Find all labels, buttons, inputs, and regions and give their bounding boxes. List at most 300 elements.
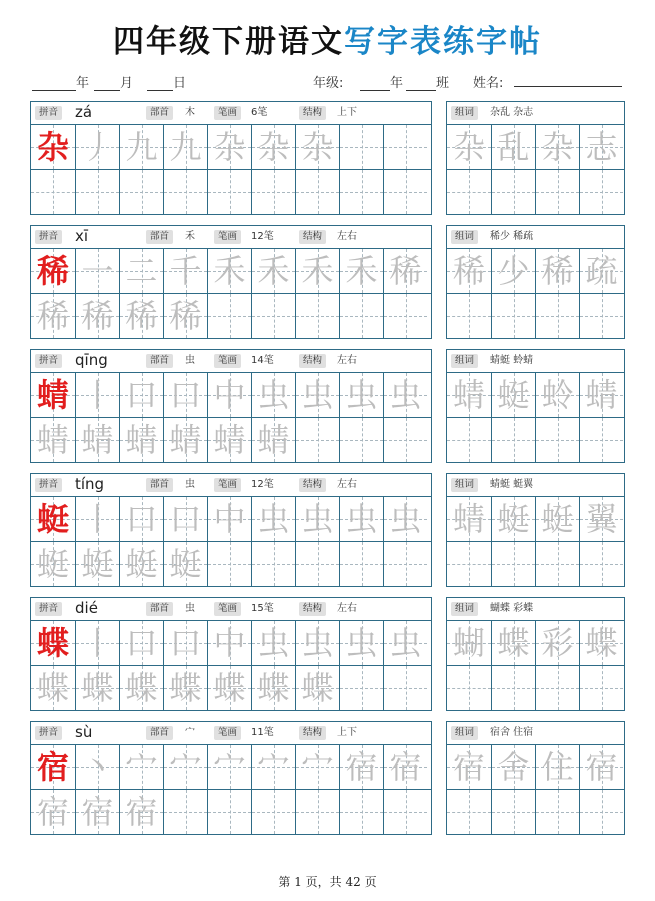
words-grid <box>447 497 624 586</box>
writing-cell[interactable] <box>31 373 75 417</box>
writing-cell[interactable] <box>251 373 295 417</box>
grid-row <box>447 169 624 214</box>
writing-cell[interactable] <box>295 745 339 789</box>
grid-row <box>31 789 431 834</box>
writing-cell[interactable] <box>31 666 75 710</box>
writing-cell[interactable] <box>75 418 119 462</box>
writing-cell[interactable] <box>207 170 251 214</box>
strokes-value: 15笔 <box>251 603 274 614</box>
writing-cell[interactable] <box>31 294 75 338</box>
stroke-step: 虫 <box>301 500 334 538</box>
writing-cell[interactable] <box>251 249 295 293</box>
writing-cell[interactable] <box>75 294 119 338</box>
pinyin-value: zá <box>75 103 93 121</box>
writing-cell[interactable] <box>251 621 295 665</box>
radical-label: 部首 <box>146 726 173 740</box>
words-value: 稀少 稀疏 <box>490 231 534 242</box>
strokes-value: 6笔 <box>251 107 268 118</box>
writing-cell[interactable] <box>75 621 119 665</box>
writing-cell[interactable] <box>31 542 75 586</box>
target-char: 蝶 <box>36 624 69 662</box>
writing-cell[interactable] <box>207 621 251 665</box>
word-cell[interactable] <box>447 294 491 338</box>
writing-cell[interactable] <box>339 294 383 338</box>
trace-char: 宿 <box>125 793 158 831</box>
word-cell[interactable] <box>535 621 579 665</box>
word-char: 蝶 <box>585 624 618 662</box>
word-cell[interactable] <box>491 497 535 541</box>
grade-year: 年 <box>360 72 403 91</box>
writing-cell[interactable] <box>119 249 163 293</box>
writing-cell[interactable] <box>383 666 427 710</box>
trace-char: 蜻 <box>81 421 114 459</box>
structure-value: 左右 <box>337 231 357 242</box>
writing-cell[interactable] <box>75 249 119 293</box>
strokes-value: 12笔 <box>251 479 274 490</box>
target-char: 蜓 <box>36 500 69 538</box>
writing-cell[interactable] <box>75 497 119 541</box>
word-cell[interactable] <box>579 542 623 586</box>
writing-cell[interactable] <box>31 249 75 293</box>
word-cell[interactable] <box>491 170 535 214</box>
writing-cell[interactable] <box>295 294 339 338</box>
writing-cell[interactable] <box>119 745 163 789</box>
writing-cell[interactable] <box>339 249 383 293</box>
writing-grid <box>31 249 431 338</box>
practice-panel <box>30 225 432 339</box>
writing-cell[interactable] <box>75 745 119 789</box>
writing-cell[interactable] <box>295 170 339 214</box>
word-cell[interactable] <box>535 542 579 586</box>
writing-cell[interactable] <box>339 745 383 789</box>
grid-row <box>447 293 624 338</box>
word-char: 宿 <box>585 748 618 786</box>
radical-label: 部首 <box>146 478 173 492</box>
trace-char: 稀 <box>125 297 158 335</box>
pinyin-value: xī <box>75 227 89 245</box>
words-value: 宿舍 住宿 <box>490 727 534 738</box>
writing-cell[interactable] <box>119 418 163 462</box>
grid-row <box>31 373 431 417</box>
words-panel <box>446 721 625 835</box>
writing-cell[interactable] <box>119 497 163 541</box>
grid-row <box>31 665 431 710</box>
writing-cell[interactable] <box>75 125 119 169</box>
writing-cell[interactable] <box>119 621 163 665</box>
word-cell[interactable] <box>579 373 623 417</box>
stroke-step: 禾 <box>257 252 290 290</box>
word-cell[interactable] <box>491 294 535 338</box>
info-header <box>31 598 431 621</box>
stroke-step: 宀 <box>213 748 246 786</box>
word-char: 翼 <box>585 500 618 538</box>
words-value: 蜻蜓 蛉蜻 <box>490 355 534 366</box>
word-cell[interactable] <box>535 745 579 789</box>
structure-value: 左右 <box>337 355 357 366</box>
trace-char: 蜻 <box>169 421 202 459</box>
writing-cell[interactable] <box>339 125 383 169</box>
title-part2: 写字表练字帖 <box>344 24 542 60</box>
trace-char: 蜓 <box>125 545 158 583</box>
writing-cell[interactable] <box>119 790 163 834</box>
writing-cell[interactable] <box>295 497 339 541</box>
writing-cell[interactable] <box>295 249 339 293</box>
word-cell[interactable] <box>535 294 579 338</box>
radical-value: 虫 <box>185 355 195 366</box>
writing-cell[interactable] <box>163 249 207 293</box>
pinyin-label: 拼音 <box>35 354 62 368</box>
grid-row <box>31 621 431 665</box>
word-char: 舍 <box>497 748 530 786</box>
writing-cell[interactable] <box>207 373 251 417</box>
writing-cell[interactable] <box>339 170 383 214</box>
words-panel <box>446 597 625 711</box>
word-cell[interactable] <box>579 170 623 214</box>
writing-cell[interactable] <box>295 125 339 169</box>
stroke-step: 九 <box>169 128 202 166</box>
word-cell[interactable] <box>447 497 491 541</box>
writing-cell[interactable] <box>251 542 295 586</box>
writing-cell[interactable] <box>383 249 427 293</box>
pinyin-value: qīng <box>75 351 108 369</box>
grid-row <box>447 249 624 293</box>
stroke-step: 杂 <box>257 128 290 166</box>
grid-row <box>447 745 624 789</box>
word-cell[interactable] <box>579 125 623 169</box>
writing-cell[interactable] <box>207 418 251 462</box>
writing-cell[interactable] <box>295 373 339 417</box>
grid-row <box>31 169 431 214</box>
writing-cell[interactable] <box>163 542 207 586</box>
stroke-step: 中 <box>213 500 246 538</box>
writing-cell[interactable] <box>339 790 383 834</box>
writing-cell[interactable] <box>251 497 295 541</box>
trace-char: 稀 <box>169 297 202 335</box>
stroke-step: 虫 <box>257 500 290 538</box>
structure-label: 结构 <box>299 230 326 244</box>
radical-label: 部首 <box>146 602 173 616</box>
writing-cell[interactable] <box>163 497 207 541</box>
word-char: 少 <box>497 252 530 290</box>
info-header <box>31 226 431 249</box>
words-grid <box>447 621 624 710</box>
writing-cell[interactable] <box>207 790 251 834</box>
stroke-step: 中 <box>213 624 246 662</box>
word-cell[interactable] <box>535 790 579 834</box>
word-cell[interactable] <box>491 373 535 417</box>
grid-row <box>447 621 624 665</box>
word-cell[interactable] <box>535 497 579 541</box>
writing-cell[interactable] <box>31 170 75 214</box>
word-cell[interactable] <box>579 497 623 541</box>
writing-cell[interactable] <box>31 790 75 834</box>
grid-row <box>447 541 624 586</box>
words-label: 组词 <box>451 478 478 492</box>
pinyin-label: 拼音 <box>35 106 62 120</box>
info-header <box>31 102 431 125</box>
structure-value: 上下 <box>337 727 357 738</box>
words-header <box>447 598 624 621</box>
stroke-step: 宀 <box>125 748 158 786</box>
writing-grid <box>31 373 431 462</box>
strokes-label: 笔画 <box>214 106 241 120</box>
stroke-step: 口 <box>125 376 158 414</box>
word-char: 蜓 <box>497 376 530 414</box>
writing-cell[interactable] <box>339 666 383 710</box>
writing-cell[interactable] <box>251 666 295 710</box>
stroke-step: 口 <box>169 500 202 538</box>
word-cell[interactable] <box>491 542 535 586</box>
writing-cell[interactable] <box>31 497 75 541</box>
writing-cell[interactable] <box>163 621 207 665</box>
writing-cell[interactable] <box>207 497 251 541</box>
structure-value: 左右 <box>337 603 357 614</box>
writing-cell[interactable] <box>163 294 207 338</box>
writing-cell[interactable] <box>207 745 251 789</box>
stroke-step: 虫 <box>257 376 290 414</box>
word-cell[interactable] <box>447 249 491 293</box>
word-cell[interactable] <box>579 666 623 710</box>
stroke-step: 宀 <box>169 748 202 786</box>
trace-char: 蜓 <box>169 545 202 583</box>
trace-char: 稀 <box>36 297 69 335</box>
words-panel <box>446 101 625 215</box>
grid-row <box>447 497 624 541</box>
trace-char: 蜻 <box>36 421 69 459</box>
word-char: 杂 <box>452 128 485 166</box>
writing-cell[interactable] <box>119 373 163 417</box>
writing-cell[interactable] <box>31 418 75 462</box>
writing-cell[interactable] <box>383 418 427 462</box>
page-title <box>0 20 655 64</box>
word-cell[interactable] <box>579 249 623 293</box>
writing-cell[interactable] <box>207 542 251 586</box>
trace-char: 蝶 <box>81 669 114 707</box>
writing-cell[interactable] <box>163 373 207 417</box>
words-value: 蝴蝶 彩蝶 <box>490 603 534 614</box>
writing-cell[interactable] <box>383 294 427 338</box>
word-char: 彩 <box>541 624 574 662</box>
writing-cell[interactable] <box>31 745 75 789</box>
writing-cell[interactable] <box>251 745 295 789</box>
word-cell[interactable] <box>447 542 491 586</box>
structure-label: 结构 <box>299 726 326 740</box>
writing-cell[interactable] <box>339 373 383 417</box>
words-header <box>447 350 624 373</box>
words-value: 杂乱 杂志 <box>490 107 534 118</box>
trace-char: 蜻 <box>213 421 246 459</box>
structure-label: 结构 <box>299 602 326 616</box>
grade-label: 年级: <box>313 76 344 91</box>
writing-cell[interactable] <box>383 745 427 789</box>
target-char: 蜻 <box>36 376 69 414</box>
practice-panel <box>30 349 432 463</box>
word-cell[interactable] <box>447 418 491 462</box>
word-cell[interactable] <box>491 621 535 665</box>
stroke-step: 禾 <box>301 252 334 290</box>
pinyin-value: tíng <box>75 475 105 493</box>
writing-cell[interactable] <box>383 790 427 834</box>
word-cell[interactable] <box>491 666 535 710</box>
grid-row <box>447 789 624 834</box>
stroke-step: 禾 <box>345 252 378 290</box>
writing-cell[interactable] <box>295 418 339 462</box>
writing-cell[interactable] <box>251 790 295 834</box>
radical-value: 虫 <box>185 479 195 490</box>
word-cell[interactable] <box>447 745 491 789</box>
writing-cell[interactable] <box>295 542 339 586</box>
trace-char: 稀 <box>81 297 114 335</box>
writing-cell[interactable] <box>383 170 427 214</box>
practice-panel <box>30 101 432 215</box>
writing-cell[interactable] <box>383 497 427 541</box>
word-cell[interactable] <box>535 418 579 462</box>
word-cell[interactable] <box>447 790 491 834</box>
writing-cell[interactable] <box>339 497 383 541</box>
word-cell[interactable] <box>579 294 623 338</box>
trace-char: 蝶 <box>169 669 202 707</box>
practice-panel <box>30 597 432 711</box>
trace-char: 蜻 <box>257 421 290 459</box>
writing-cell[interactable] <box>31 125 75 169</box>
trace-char: 宿 <box>36 793 69 831</box>
date-month: 月 <box>94 72 133 91</box>
word-cell[interactable] <box>447 170 491 214</box>
writing-cell[interactable] <box>383 125 427 169</box>
writing-cell[interactable] <box>207 249 251 293</box>
writing-cell[interactable] <box>163 125 207 169</box>
word-cell[interactable] <box>535 373 579 417</box>
writing-cell[interactable] <box>75 666 119 710</box>
words-grid <box>447 745 624 834</box>
target-char: 稀 <box>36 252 69 290</box>
grid-row <box>31 541 431 586</box>
writing-cell[interactable] <box>295 666 339 710</box>
words-grid <box>447 249 624 338</box>
pinyin-label: 拼音 <box>35 602 62 616</box>
writing-cell[interactable] <box>295 621 339 665</box>
date-year: 年 <box>32 72 89 91</box>
word-cell[interactable] <box>491 790 535 834</box>
writing-cell[interactable] <box>383 373 427 417</box>
name-label: 姓名: <box>473 76 504 91</box>
writing-cell[interactable] <box>251 125 295 169</box>
words-header <box>447 226 624 249</box>
word-cell[interactable] <box>579 418 623 462</box>
info-header <box>31 350 431 373</box>
word-cell[interactable] <box>491 745 535 789</box>
word-cell[interactable] <box>447 125 491 169</box>
word-cell[interactable] <box>447 666 491 710</box>
word-cell[interactable] <box>447 621 491 665</box>
stroke-step: 丨 <box>81 624 114 662</box>
word-char: 乱 <box>497 128 530 166</box>
writing-cell[interactable] <box>119 294 163 338</box>
word-cell[interactable] <box>535 249 579 293</box>
writing-cell[interactable] <box>163 666 207 710</box>
trace-char: 蜓 <box>81 545 114 583</box>
word-cell[interactable] <box>579 790 623 834</box>
writing-cell[interactable] <box>251 294 295 338</box>
word-cell[interactable] <box>535 125 579 169</box>
writing-cell[interactable] <box>75 373 119 417</box>
stroke-step: 中 <box>213 376 246 414</box>
trace-char: 宿 <box>81 793 114 831</box>
stroke-step: 杂 <box>213 128 246 166</box>
writing-cell[interactable] <box>163 170 207 214</box>
pinyin-label: 拼音 <box>35 478 62 492</box>
name-line <box>514 72 622 87</box>
trace-char: 蝶 <box>301 669 334 707</box>
word-cell[interactable] <box>491 125 535 169</box>
word-char: 宿 <box>452 748 485 786</box>
writing-cell[interactable] <box>119 542 163 586</box>
stroke-step: 口 <box>169 376 202 414</box>
writing-cell[interactable] <box>119 125 163 169</box>
word-cell[interactable] <box>579 621 623 665</box>
stroke-step: 丨 <box>81 500 114 538</box>
writing-grid <box>31 497 431 586</box>
writing-cell[interactable] <box>251 418 295 462</box>
writing-cell[interactable] <box>75 542 119 586</box>
grid-row <box>31 125 431 169</box>
stroke-step: 口 <box>125 624 158 662</box>
stroke-step: 宿 <box>345 748 378 786</box>
writing-cell[interactable] <box>119 170 163 214</box>
writing-cell[interactable] <box>339 542 383 586</box>
writing-cell[interactable] <box>251 170 295 214</box>
stroke-step: 丶 <box>81 748 114 786</box>
writing-cell[interactable] <box>207 125 251 169</box>
word-cell[interactable] <box>579 745 623 789</box>
writing-cell[interactable] <box>31 621 75 665</box>
writing-cell[interactable] <box>119 666 163 710</box>
stroke-step: 二 <box>125 252 158 290</box>
words-panel <box>446 473 625 587</box>
writing-cell[interactable] <box>383 621 427 665</box>
writing-cell[interactable] <box>163 418 207 462</box>
writing-cell[interactable] <box>163 745 207 789</box>
stroke-step: 宀 <box>257 748 290 786</box>
writing-cell[interactable] <box>163 790 207 834</box>
writing-cell[interactable] <box>207 666 251 710</box>
word-char: 蜓 <box>541 500 574 538</box>
structure-label: 结构 <box>299 478 326 492</box>
writing-cell[interactable] <box>339 418 383 462</box>
word-cell[interactable] <box>491 249 535 293</box>
word-cell[interactable] <box>535 170 579 214</box>
stroke-step: 一 <box>81 252 114 290</box>
pinyin-value: sù <box>75 723 93 741</box>
writing-cell[interactable] <box>383 542 427 586</box>
pinyin-label: 拼音 <box>35 726 62 740</box>
word-char: 蜓 <box>497 500 530 538</box>
writing-cell[interactable] <box>295 790 339 834</box>
stroke-step: 虫 <box>389 624 422 662</box>
trace-char: 蝶 <box>257 669 290 707</box>
writing-cell[interactable] <box>339 621 383 665</box>
word-cell[interactable] <box>535 666 579 710</box>
writing-cell[interactable] <box>207 294 251 338</box>
word-cell[interactable] <box>447 373 491 417</box>
writing-cell[interactable] <box>75 170 119 214</box>
strokes-value: 14笔 <box>251 355 274 366</box>
grid-row <box>31 293 431 338</box>
word-cell[interactable] <box>491 418 535 462</box>
trace-char: 蜓 <box>36 545 69 583</box>
stroke-step: 丨 <box>81 376 114 414</box>
writing-cell[interactable] <box>75 790 119 834</box>
